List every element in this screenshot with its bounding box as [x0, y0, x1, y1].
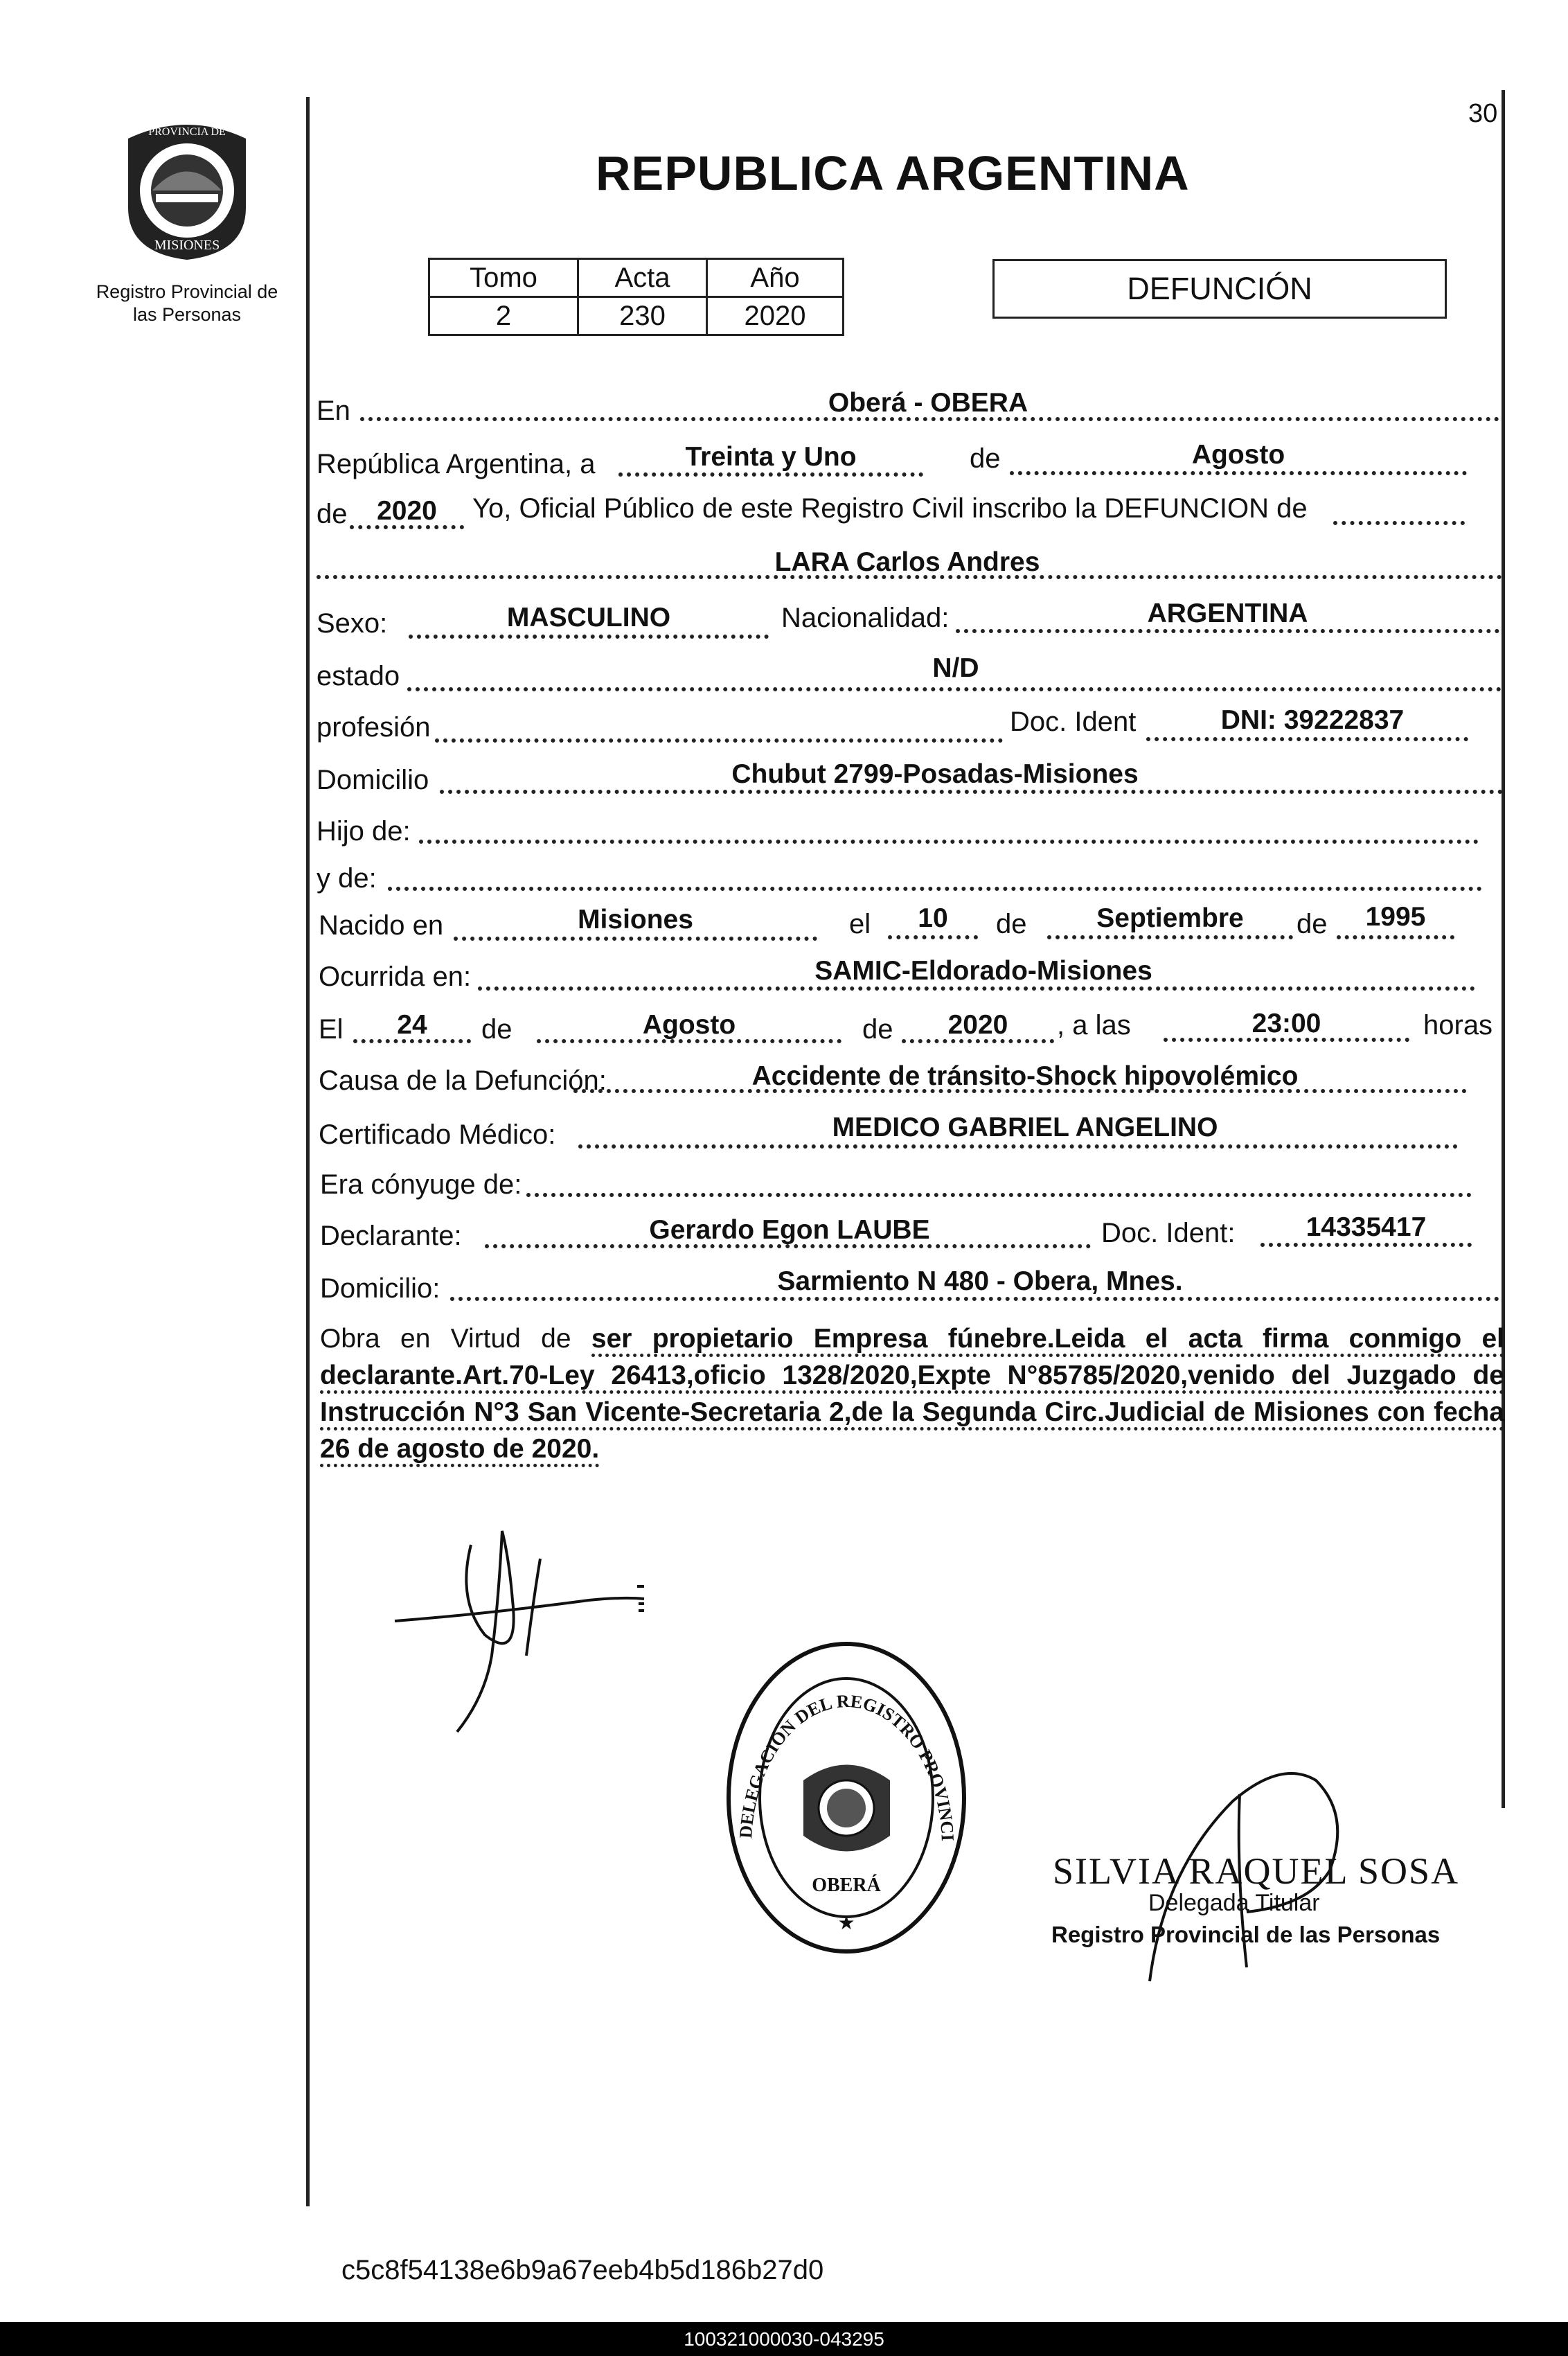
dia-line: [618, 472, 923, 477]
de-label-3: de: [996, 909, 1027, 939]
estado-label: estado: [317, 661, 400, 691]
official-name: SILVIA RAQUEL SOSA: [1053, 1850, 1460, 1892]
tomo-header: Tomo: [429, 259, 578, 297]
alas-label: , a las: [1057, 1010, 1131, 1040]
footer-bar: [0, 2322, 1568, 2356]
nac-mes: Septiembre: [1096, 903, 1244, 933]
nac-anio: 1995: [1365, 902, 1426, 932]
profesion-line: [435, 738, 1003, 743]
nacido-line: [454, 937, 817, 941]
logo-caption: Registro Provincial de las Personas: [96, 281, 278, 325]
tomo-value: 2: [429, 297, 578, 335]
record-table: [428, 258, 844, 336]
causa-value: Accidente de tránsito-Shock hipovolémico: [751, 1061, 1299, 1091]
nac-dia: 10: [918, 903, 948, 933]
el2-label: El: [319, 1014, 344, 1045]
seal-text-bottom: MISIONES: [154, 238, 220, 253]
sexo-label: Sexo:: [317, 608, 388, 639]
yde-line: [388, 887, 1482, 891]
mes-value: Agosto: [1191, 440, 1285, 470]
nacido-value: Misiones: [578, 905, 693, 935]
anio-header: Año: [707, 259, 844, 297]
de-label-5: de: [481, 1014, 513, 1045]
def-hora: 23:00: [1251, 1009, 1321, 1038]
def-mes: Agosto: [642, 1010, 736, 1040]
official-office: Registro Provincial de las Personas: [1051, 1922, 1441, 1947]
official-role: Delegada Titular: [1148, 1890, 1320, 1916]
nacionalidad-value: ARGENTINA: [1147, 599, 1308, 628]
decl-doc-label: Doc. Ident:: [1101, 1218, 1236, 1248]
obra-label: Obra en Virtud de: [320, 1324, 571, 1354]
domicilio-value: Chubut 2799-Posadas-Misiones: [731, 759, 1139, 789]
de-label-4: de: [1297, 909, 1328, 939]
official-stamp: [724, 1638, 970, 1957]
def-dia: 24: [397, 1010, 427, 1040]
el-label: el: [849, 909, 871, 939]
hijo-label: Hijo de:: [317, 816, 411, 847]
nac-dia-line: [888, 935, 978, 939]
nac-anio-line: [1337, 935, 1454, 939]
nombre-value: LARA Carlos Andres: [774, 547, 1040, 577]
acta-header: Acta: [578, 259, 707, 297]
nac-mes-line: [1047, 935, 1293, 939]
ocurrida-label: Ocurrida en:: [319, 962, 472, 992]
declarante-value: Gerardo Egon LAUBE: [649, 1215, 930, 1245]
decl-dom-value: Sarmiento N 480 - Obera, Mnes.: [777, 1266, 1183, 1296]
sexo-value: MASCULINO: [506, 603, 671, 632]
horas-label: horas: [1423, 1010, 1493, 1040]
def-anio: 2020: [947, 1010, 1008, 1040]
acta-value: 230: [578, 297, 707, 335]
en-label: En: [317, 396, 350, 426]
province-seal-logo: [114, 111, 260, 263]
stamp-ring-text: DELEGACION DEL REGISTRO PROVINCI: [736, 1690, 958, 1842]
record-type: DEFUNCIÓN: [1127, 271, 1312, 306]
sexo-line: [409, 635, 769, 639]
right-margin-line: [1502, 90, 1505, 1808]
dia-value: Treinta y Uno: [685, 442, 857, 472]
doc-label: Doc. Ident: [1010, 707, 1137, 737]
estado-line: [407, 687, 1502, 691]
yde-label: y de:: [317, 863, 377, 894]
ocurrida-line: [478, 986, 1475, 991]
mes-line: [1010, 471, 1467, 475]
handwritten-signature: [381, 1517, 700, 1746]
star-icon: ★: [837, 1912, 855, 1933]
obra-value: ser propietario Empresa fúnebre.Leida el acta firma conmigo el declarante.Art.70-Ley 26413,oficio 1328/2020,Expte N°85785/2020,venido del Juzgado de Instrucción N°3 San Vicente-Secretaria 2,de la Segunda Circ.Judicial de Misiones con fecha 26 de agosto de 2020.: [320, 1324, 1504, 1467]
certificado-label: Certificado Médico:: [319, 1119, 556, 1150]
de-label: de: [970, 443, 1001, 474]
nacionalidad-label: Nacionalidad:: [781, 603, 950, 633]
decl-doc-line: [1260, 1243, 1472, 1247]
inscribo-text: Yo, Oficial Público de este Registro Civil inscribo la DEFUNCION de: [472, 493, 1308, 524]
republica-label: República Argentina, a: [317, 449, 596, 479]
doc-line: [1146, 737, 1468, 741]
decl-doc-value: 14335417: [1306, 1212, 1427, 1242]
causa-label: Causa de la Defunción:: [319, 1065, 607, 1096]
estado-value: N/D: [932, 653, 979, 683]
doc-value: DNI: 39222837: [1220, 705, 1405, 735]
nacido-label: Nacido en: [319, 910, 444, 941]
page-title: REPUBLICA ARGENTINA: [596, 146, 1190, 200]
certificado-value: MEDICO GABRIEL ANGELINO: [832, 1113, 1218, 1142]
left-margin-line: [306, 97, 310, 2206]
record-type-box: [992, 259, 1447, 319]
document-hash: c5c8f54138e6b9a67eeb4b5d186b27d0: [341, 2255, 824, 2285]
de-label-2: de: [317, 499, 348, 529]
decl-dom-line: [450, 1297, 1499, 1301]
profesion-label: profesión: [317, 712, 431, 743]
anio-value: 2020: [707, 297, 844, 335]
hijo-line: [419, 840, 1479, 844]
seal-text-top: PROVINCIA DE: [148, 126, 226, 138]
page-number: 30: [1468, 99, 1498, 128]
anio-value: 2020: [377, 496, 437, 526]
footer-code: 100321000030-043295: [684, 2328, 884, 2350]
declarante-label: Declarante:: [320, 1221, 462, 1251]
stamp-center-text: OBERÁ: [812, 1875, 881, 1896]
ocurrida-value: SAMIC-Eldorado-Misiones: [814, 956, 1152, 986]
conyuge-line: [526, 1193, 1472, 1197]
nacionalidad-line: [956, 629, 1499, 633]
obra-paragraph: [320, 1320, 1504, 1467]
en-value: Oberá - OBERA: [828, 388, 1028, 418]
conyuge-label: Era cónyuge de:: [320, 1169, 522, 1200]
domicilio-label: Domicilio: [317, 765, 429, 795]
de-label-6: de: [862, 1014, 893, 1045]
inscribo-line: [1333, 521, 1465, 525]
certificado-line: [578, 1144, 1458, 1149]
domicilio-line: [440, 790, 1503, 794]
decl-dom-label: Domicilio:: [320, 1273, 440, 1304]
